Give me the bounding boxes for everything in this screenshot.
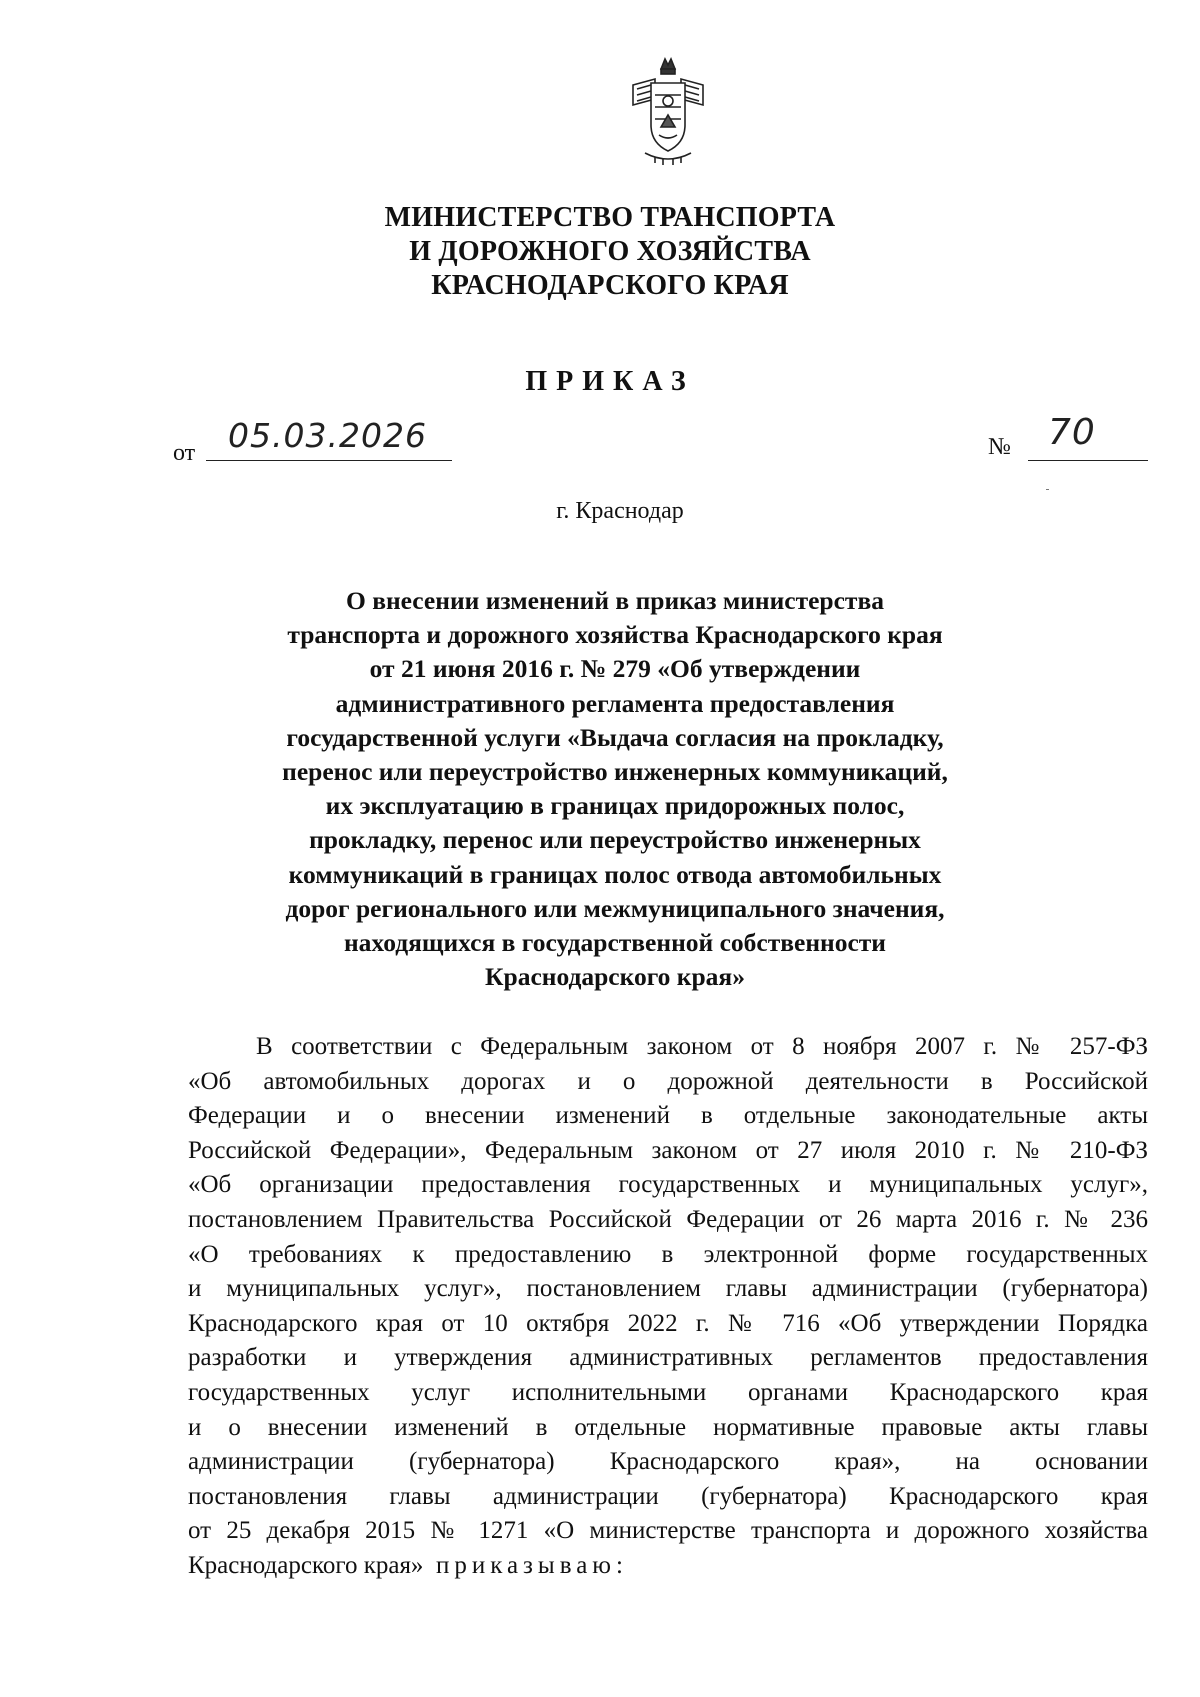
body-line: государственных услуг исполнительными органами Краснодарского края	[188, 1378, 1148, 1406]
body-line: «О требованиях к предоставлению в электронной форме государственных	[188, 1240, 1148, 1268]
body-line: разработки и утверждения административных регламентов предоставления	[188, 1344, 1148, 1372]
body-line: «Об автомобильных дорогах и о дорожной деятельности в Российской	[188, 1067, 1148, 1095]
body-line-last	[188, 1549, 1148, 1584]
body-line: Федерации и о внесении изменений в отдельные законодательные акты	[188, 1102, 1148, 1130]
subject-line: находящихся в государственной собственности	[343, 928, 886, 958]
number-label: №	[988, 434, 1011, 460]
body-line: Российской Федерации», Федеральным законом от 27 июля 2010 г. № 210-ФЗ	[188, 1136, 1148, 1164]
order-subject	[270, 584, 960, 994]
body-line: Краснодарского края от 10 октября 2022 г. № 716 «Об утверждении Порядка	[188, 1309, 1148, 1337]
subject-line: транспорта и дорожного хозяйства Краснодарского края	[287, 620, 943, 650]
krasnodar-coat-of-arms-icon	[625, 55, 711, 167]
body-line: и муниципальных услуг», постановлением главы администрации (губернатора)	[188, 1275, 1148, 1303]
coat-of-arms-emblem	[625, 55, 711, 167]
preamble-paragraph	[188, 1030, 1148, 1584]
body-line: от 25 декабря 2015 № 1271 «О министерстве транспорта и дорожного хозяйства	[188, 1517, 1148, 1545]
subject-line: государственной услуги «Выдача согласия на прокладку,	[286, 722, 944, 752]
body-line: и о внесении изменений в отдельные нормативные правовые акты главы	[188, 1413, 1148, 1441]
subject-line: коммуникаций в границах полос отвода автомобильных	[288, 859, 942, 889]
body-line: В соответствии с Федеральным законом от 8 ноября 2007 г. № 257-ФЗ	[256, 1033, 1148, 1060]
subject-line: О внесении изменений в приказ министерства	[346, 586, 884, 615]
handwritten-date: 05.03.2026	[228, 416, 427, 455]
body-line: администрации (губернатора) Краснодарского края», на основании	[188, 1448, 1148, 1476]
body-line: постановления главы администрации (губернатора) Краснодарского края	[188, 1482, 1148, 1510]
subject-line: дорог регионального или межмуниципального значения,	[285, 893, 945, 923]
city-line: г. Краснодар	[556, 498, 684, 524]
subject-line: прокладку, перенос или переустройство инженерных	[309, 825, 921, 855]
subject-line: административного регламента предоставления	[335, 688, 895, 718]
ministry-heading	[300, 201, 920, 303]
document-type-title: ПРИКАЗ	[525, 366, 695, 397]
ministry-line: И ДОРОЖНОГО ХОЗЯЙСТВА	[409, 236, 811, 267]
subject-line: их эксплуатацию в границах придорожных полос,	[325, 791, 905, 821]
date-from-label: от	[173, 440, 196, 466]
order-word: приказываю:	[435, 1551, 628, 1579]
subject-line: от 21 июня 2016 г. № 279 «Об утверждении	[369, 654, 861, 684]
ministry-line: КРАСНОДАРСКОГО КРАЯ	[431, 270, 789, 301]
body-line: «Об организации предоставления государственных и муниципальных услуг»,	[188, 1171, 1148, 1199]
scan-mark	[1046, 489, 1049, 490]
body-last-text: Краснодарского края»	[188, 1551, 424, 1579]
subject-line: перенос или переустройство инженерных коммуникаций,	[282, 757, 948, 787]
body-line: постановлением Правительства Российской Федерации от 26 марта 2016 г. № 236	[188, 1205, 1148, 1233]
subject-line: Краснодарского края»	[485, 962, 745, 992]
ministry-line: МИНИСТЕРСТВО ТРАНСПОРТА	[384, 202, 836, 233]
handwritten-number: 70	[1048, 412, 1096, 453]
date-field	[206, 416, 452, 461]
number-field	[1028, 414, 1148, 461]
